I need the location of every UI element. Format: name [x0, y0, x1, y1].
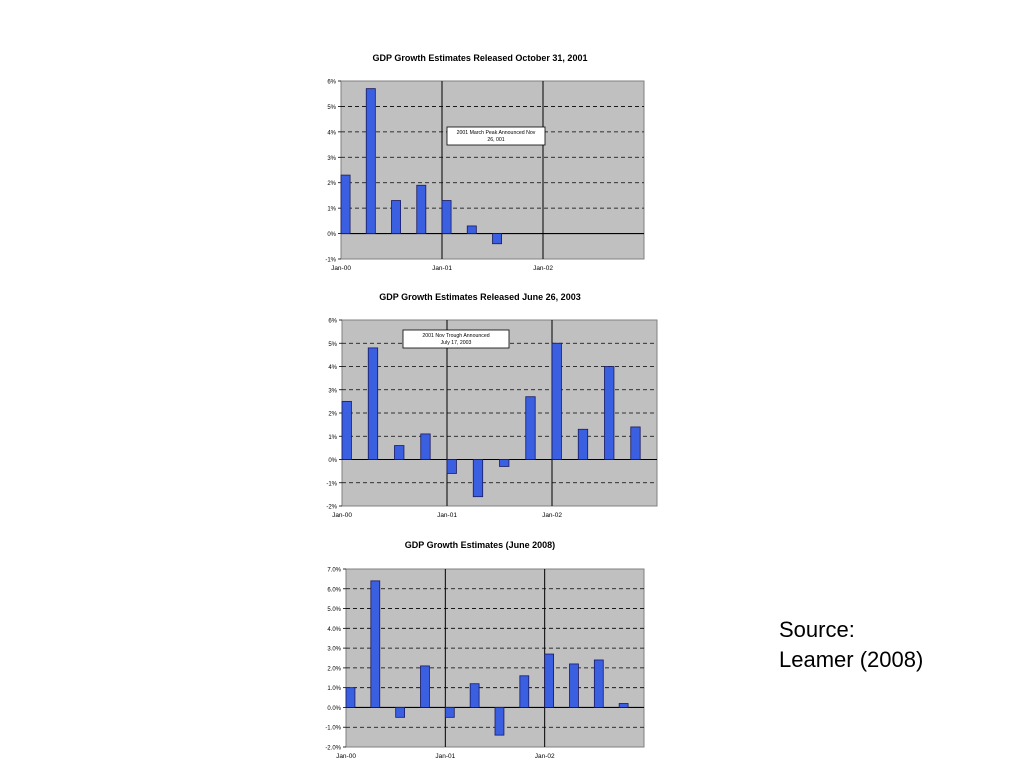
- bar: [545, 654, 554, 707]
- annotation-text: 2001 Nov Trough Announced: [422, 333, 490, 339]
- bar: [442, 201, 451, 234]
- bar: [421, 434, 430, 460]
- chart-title: GDP Growth Estimates Released June 26, 2003: [379, 292, 581, 302]
- bar: [417, 185, 426, 233]
- annotation-text: 26, 001: [487, 137, 505, 143]
- bar: [447, 460, 456, 474]
- y-tick-label: 4.0%: [327, 626, 341, 633]
- bar: [392, 201, 401, 234]
- y-tick-label: 4%: [328, 365, 337, 371]
- y-tick-label: 2%: [327, 181, 336, 188]
- chart-1-svg: [300, 72, 660, 282]
- bar: [366, 89, 375, 234]
- x-tick-label: Jan-02: [534, 753, 555, 760]
- bar: [605, 367, 614, 460]
- chart-title: GDP Growth Estimates (June 2008): [404, 540, 556, 550]
- source-label: Source:: [779, 617, 855, 642]
- y-tick-label: 2.0%: [327, 666, 341, 673]
- chart-3-svg: [300, 559, 660, 769]
- bar: [395, 446, 404, 460]
- bar: [473, 460, 482, 497]
- bar: [520, 676, 529, 708]
- bar: [526, 397, 535, 460]
- y-tick-label: 5%: [327, 104, 336, 111]
- y-tick-label: 1%: [328, 434, 337, 441]
- bar: [594, 660, 603, 707]
- bar: [500, 460, 509, 467]
- chart-1: [300, 50, 660, 280]
- bar: [342, 401, 351, 459]
- bar: [346, 688, 355, 708]
- y-tick-label: 5%: [328, 341, 337, 348]
- bar: [493, 234, 502, 244]
- y-tick-label: 1%: [327, 206, 336, 213]
- bar: [341, 175, 350, 233]
- y-tick-label: -1.0%: [325, 725, 341, 732]
- x-tick-label: Jan-00: [336, 753, 356, 760]
- y-tick-label: 0.0%: [327, 705, 341, 712]
- y-tick-label: 0%: [327, 232, 336, 239]
- bar: [631, 427, 640, 460]
- plot-area: [341, 81, 644, 259]
- y-tick-label: 6.0%: [327, 587, 341, 594]
- bar: [495, 707, 504, 735]
- chart-2-svg: [300, 310, 660, 530]
- annotation-text: July 17, 2003: [440, 340, 472, 346]
- bar: [445, 707, 454, 717]
- annotation-text: 2001 March Peak Announced Nov: [456, 130, 536, 136]
- x-tick-label: Jan-02: [542, 512, 562, 519]
- y-tick-label: 3%: [327, 155, 336, 162]
- bar: [467, 226, 476, 234]
- chart-3: [300, 537, 660, 768]
- bar: [371, 581, 380, 708]
- chart-2: [300, 290, 660, 530]
- bar: [552, 343, 561, 459]
- bar: [368, 348, 377, 460]
- x-tick-label: Jan-00: [332, 512, 352, 519]
- bar: [396, 707, 405, 717]
- y-tick-label: 2%: [328, 411, 337, 418]
- x-tick-label: Jan-02: [533, 265, 553, 272]
- y-tick-label: 6%: [328, 318, 337, 325]
- x-tick-label: Jan-01: [435, 753, 456, 760]
- x-tick-label: Jan-01: [437, 512, 457, 519]
- y-tick-label: -2.0%: [325, 745, 341, 752]
- bar: [578, 429, 587, 459]
- y-tick-label: 3.0%: [327, 646, 341, 653]
- source-note: [779, 615, 923, 675]
- x-tick-label: Jan-01: [432, 265, 452, 272]
- bar: [470, 684, 479, 708]
- source-citation: Leamer (2008): [779, 647, 924, 672]
- y-tick-label: -1%: [326, 481, 337, 488]
- bar: [570, 664, 579, 708]
- y-tick-label: 7.0%: [327, 567, 341, 574]
- y-tick-label: 4%: [327, 130, 336, 137]
- bar: [421, 666, 430, 708]
- y-tick-label: -2%: [326, 504, 337, 511]
- y-tick-label: 6%: [327, 79, 336, 86]
- y-tick-label: -1%: [325, 257, 336, 264]
- bar: [619, 703, 628, 707]
- x-tick-label: Jan-00: [331, 265, 351, 272]
- chart-title: GDP Growth Estimates Released October 31, 2001: [372, 53, 588, 63]
- y-tick-label: 3%: [328, 388, 337, 395]
- y-tick-label: 5.0%: [327, 607, 341, 614]
- y-tick-label: 0%: [328, 458, 337, 464]
- y-tick-label: 1.0%: [327, 686, 341, 693]
